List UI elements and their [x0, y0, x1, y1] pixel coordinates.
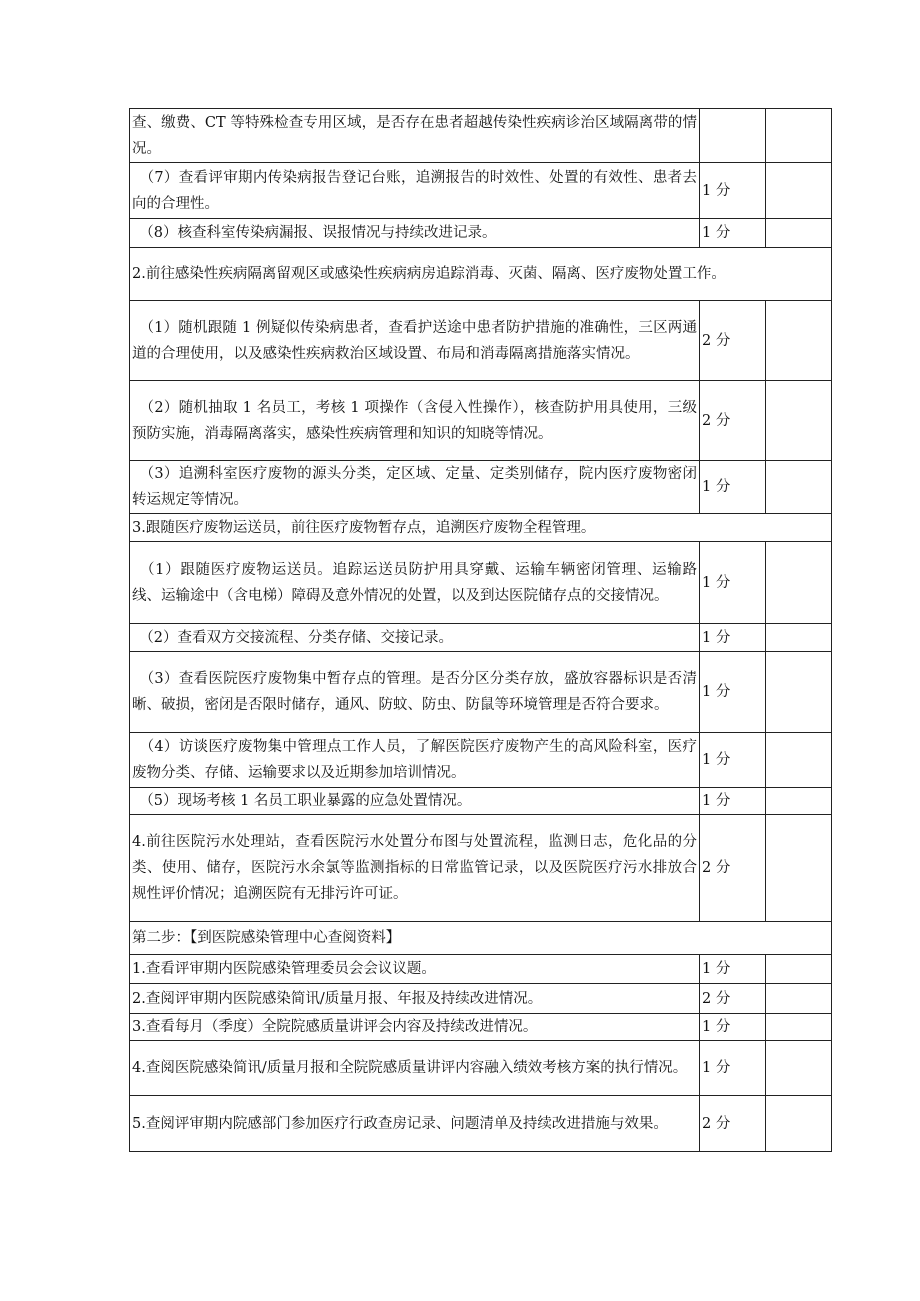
table-row — [130, 788, 832, 815]
item-result-cell — [766, 461, 832, 514]
item-score: 1 分 — [700, 163, 766, 219]
item-result-cell — [766, 381, 832, 461]
item-score: 2 分 — [700, 301, 766, 381]
table-row — [130, 652, 832, 733]
item-result-cell — [766, 788, 832, 815]
item-text: 2.查阅评审期内医院感染简讯/质量月报、年报及持续改进情况。 — [130, 984, 700, 1014]
item-result-cell — [766, 624, 832, 652]
item-score: 2 分 — [700, 381, 766, 461]
section-row — [130, 248, 832, 301]
item-result-cell — [766, 163, 832, 219]
item-result-cell — [766, 652, 832, 733]
item-score: 1 分 — [700, 1014, 766, 1041]
item-score: 2 分 — [700, 1096, 766, 1152]
item-text: （7）查看评审期内传染病报告登记台账，追溯报告的时效性、处置的有效性、患者去向的合理性。 — [130, 163, 700, 219]
item-result-cell — [766, 984, 832, 1014]
item-text: 1.查看评审期内医院感染管理委员会会议议题。 — [130, 955, 700, 984]
item-score: 2 分 — [700, 984, 766, 1014]
item-result-cell — [766, 301, 832, 381]
item-text: 4.查阅医院感染简讯/质量月报和全院院感质量讲评内容融入绩效考核方案的执行情况。 — [130, 1041, 700, 1096]
assessment-table — [129, 108, 832, 1152]
item-result-cell — [766, 733, 832, 788]
table-row — [130, 624, 832, 652]
item-text: （4）访谈医疗废物集中管理点工作人员，了解医院医疗废物产生的高风险科室，医疗废物分类、存储、运输要求以及近期参加培训情况。 — [130, 733, 700, 788]
item-text: （1）跟随医疗废物运送员。追踪运送员防护用具穿戴、运输车辆密闭管理、运输路线、运输途中（含电梯）障碍及意外情况的处置，以及到达医院储存点的交接情况。 — [130, 542, 700, 624]
item-text: （3）查看医院医疗废物集中暂存点的管理。是否分区分类存放，盛放容器标识是否清晰、破损，密闭是否限时储存，通风、防蚊、防虫、防鼠等环境管理是否符合要求。 — [130, 652, 700, 733]
table-row — [130, 984, 832, 1014]
table-row — [130, 1041, 832, 1096]
item-result-cell — [766, 1014, 832, 1041]
item-result-cell — [766, 542, 832, 624]
item-text: （5）现场考核 1 名员工职业暴露的应急处置情况。 — [130, 788, 700, 815]
table-row — [130, 542, 832, 624]
table-row — [130, 301, 832, 381]
table-row — [130, 733, 832, 788]
item-text: （1）随机跟随 1 例疑似传染病患者，查看护送途中患者防护措施的准确性，三区两通道的合理使用，以及感染性疾病救治区域设置、布局和消毒隔离措施落实情况。 — [130, 301, 700, 381]
item-text: 3.查看每月（季度）全院院感质量讲评会内容及持续改进情况。 — [130, 1014, 700, 1041]
item-text: （8）核查科室传染病漏报、误报情况与持续改进记录。 — [130, 219, 700, 248]
item-score: 1 分 — [700, 624, 766, 652]
item-score: 1 分 — [700, 1041, 766, 1096]
item-result-cell — [766, 1041, 832, 1096]
item-text: 查、缴费、CT 等特殊检查专用区域，是否存在患者超越传染性疾病诊治区域隔离带的情况。 — [130, 109, 700, 163]
item-result-cell — [766, 219, 832, 248]
item-text: （2）随机抽取 1 名员工，考核 1 项操作（含侵入性操作），核查防护用具使用，三级预防实施，消毒隔离落实，感染性疾病管理和知识的知晓等情况。 — [130, 381, 700, 461]
section-row — [130, 922, 832, 955]
item-result-cell — [766, 109, 832, 163]
assessment-table-body — [130, 109, 832, 1152]
table-row — [130, 815, 832, 922]
item-score: 1 分 — [700, 652, 766, 733]
item-text: （3）追溯科室医疗废物的源头分类，定区域、定量、定类别储存，院内医疗废物密闭转运规定等情况。 — [130, 461, 700, 514]
item-score: 1 分 — [700, 461, 766, 514]
item-score: 1 分 — [700, 219, 766, 248]
section-heading: 2.前往感染性疾病隔离留观区或感染性疾病病房追踪消毒、灭菌、隔离、医疗废物处置工作。 — [130, 248, 832, 301]
table-row — [130, 109, 832, 163]
item-result-cell — [766, 955, 832, 984]
table-row — [130, 955, 832, 984]
item-text: 4.前往医院污水处理站，查看医院污水处置分布图与处置流程，监测日志，危化品的分类、使用、储存，医院污水余氯等监测指标的日常监管记录，以及医院医疗污水排放合规性评价情况；追溯医院有无排污许可证。 — [130, 815, 700, 922]
table-row — [130, 163, 832, 219]
item-score — [700, 109, 766, 163]
section-row — [130, 514, 832, 542]
table-row — [130, 461, 832, 514]
table-row — [130, 1014, 832, 1041]
item-result-cell — [766, 1096, 832, 1152]
item-score: 1 分 — [700, 733, 766, 788]
item-result-cell — [766, 815, 832, 922]
table-row — [130, 381, 832, 461]
section-heading: 3.跟随医疗废物运送员，前往医疗废物暂存点，追溯医疗废物全程管理。 — [130, 514, 832, 542]
item-score: 1 分 — [700, 955, 766, 984]
item-score: 1 分 — [700, 788, 766, 815]
item-text: 5.查阅评审期内院感部门参加医疗行政查房记录、问题清单及持续改进措施与效果。 — [130, 1096, 700, 1152]
table-row — [130, 1096, 832, 1152]
table-row — [130, 219, 832, 248]
item-score: 2 分 — [700, 815, 766, 922]
item-score: 1 分 — [700, 542, 766, 624]
item-text: （2）查看双方交接流程、分类存储、交接记录。 — [130, 624, 700, 652]
section-heading: 第二步：【到医院感染管理中心查阅资料】 — [130, 922, 832, 955]
